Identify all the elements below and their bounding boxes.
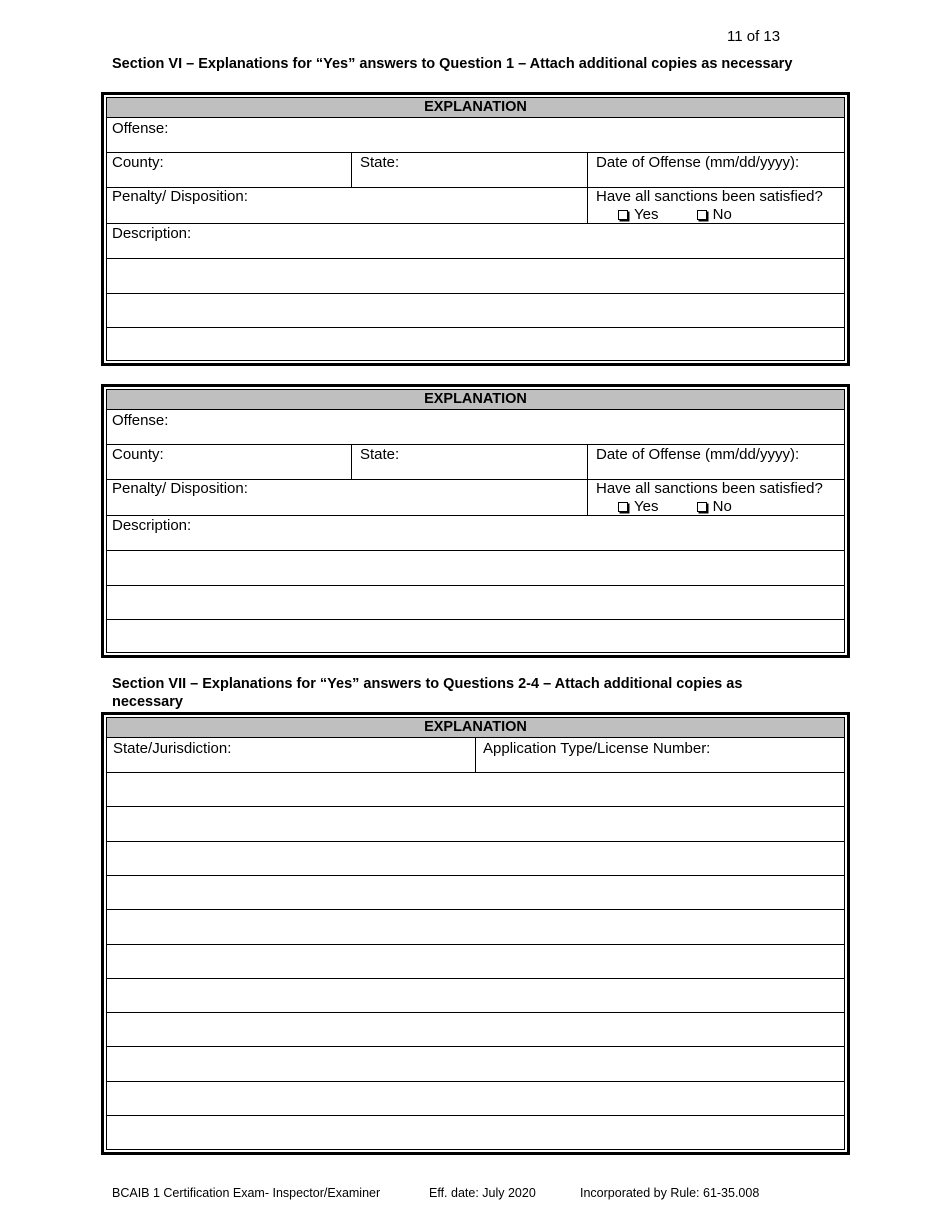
application-type-license-label: Application Type/License Number: — [483, 740, 711, 757]
offense-label: Offense: — [112, 120, 169, 137]
no-label: No — [712, 206, 732, 223]
county-label: County: — [112, 446, 164, 463]
no-label: No — [712, 498, 732, 515]
footer-form-name: BCAIB 1 Certification Exam- Inspector/Examiner — [112, 1186, 381, 1200]
explanation-box-2 — [101, 384, 850, 658]
sanctions-question: Have all sanctions been satisfied? — [596, 480, 823, 497]
checkbox-icon[interactable] — [618, 502, 628, 512]
yes-label: Yes — [634, 206, 659, 223]
state-label: State: — [360, 154, 400, 171]
explanation-box-1 — [101, 92, 850, 366]
section-vii-explanation-box — [101, 712, 850, 1155]
explanation-header: EXPLANATION — [107, 98, 844, 118]
state-jurisdiction-label: State/Jurisdiction: — [113, 740, 232, 757]
checkbox-icon[interactable] — [697, 502, 707, 512]
penalty-disposition-label: Penalty/ Disposition: — [112, 480, 248, 497]
section-vi-heading: Section VI – Explanations for “Yes” answers to Question 1 – Attach additional copies as necessary — [112, 56, 793, 72]
footer-rule: Incorporated by Rule: 61-35.008 — [580, 1186, 760, 1200]
sanctions-question: Have all sanctions been satisfied? — [596, 188, 823, 205]
offense-label: Offense: — [112, 412, 169, 429]
sanctions-no-option[interactable] — [697, 206, 732, 224]
yes-label: Yes — [634, 498, 659, 515]
checkbox-icon[interactable] — [697, 210, 707, 220]
footer-effective-date: Eff. date: July 2020 — [429, 1186, 536, 1200]
explanation-header: EXPLANATION — [107, 718, 844, 738]
description-label: Description: — [112, 517, 192, 534]
sanctions-yes-option[interactable] — [618, 206, 658, 224]
date-of-offense-label: Date of Offense (mm/dd/yyyy): — [596, 446, 800, 463]
checkbox-icon[interactable] — [618, 210, 628, 220]
sanctions-yes-option[interactable] — [618, 498, 658, 516]
state-label: State: — [360, 446, 400, 463]
penalty-disposition-label: Penalty/ Disposition: — [112, 188, 248, 205]
date-of-offense-label: Date of Offense (mm/dd/yyyy): — [596, 154, 800, 171]
section-vii-heading: Section VII – Explanations for “Yes” answers to Questions 2-4 – Attach additional copies as necessary — [112, 676, 743, 710]
explanation-header: EXPLANATION — [107, 390, 844, 410]
county-label: County: — [112, 154, 164, 171]
sanctions-no-option[interactable] — [697, 498, 732, 516]
description-label: Description: — [112, 225, 192, 242]
page-number: 11 of 13 — [727, 28, 781, 45]
